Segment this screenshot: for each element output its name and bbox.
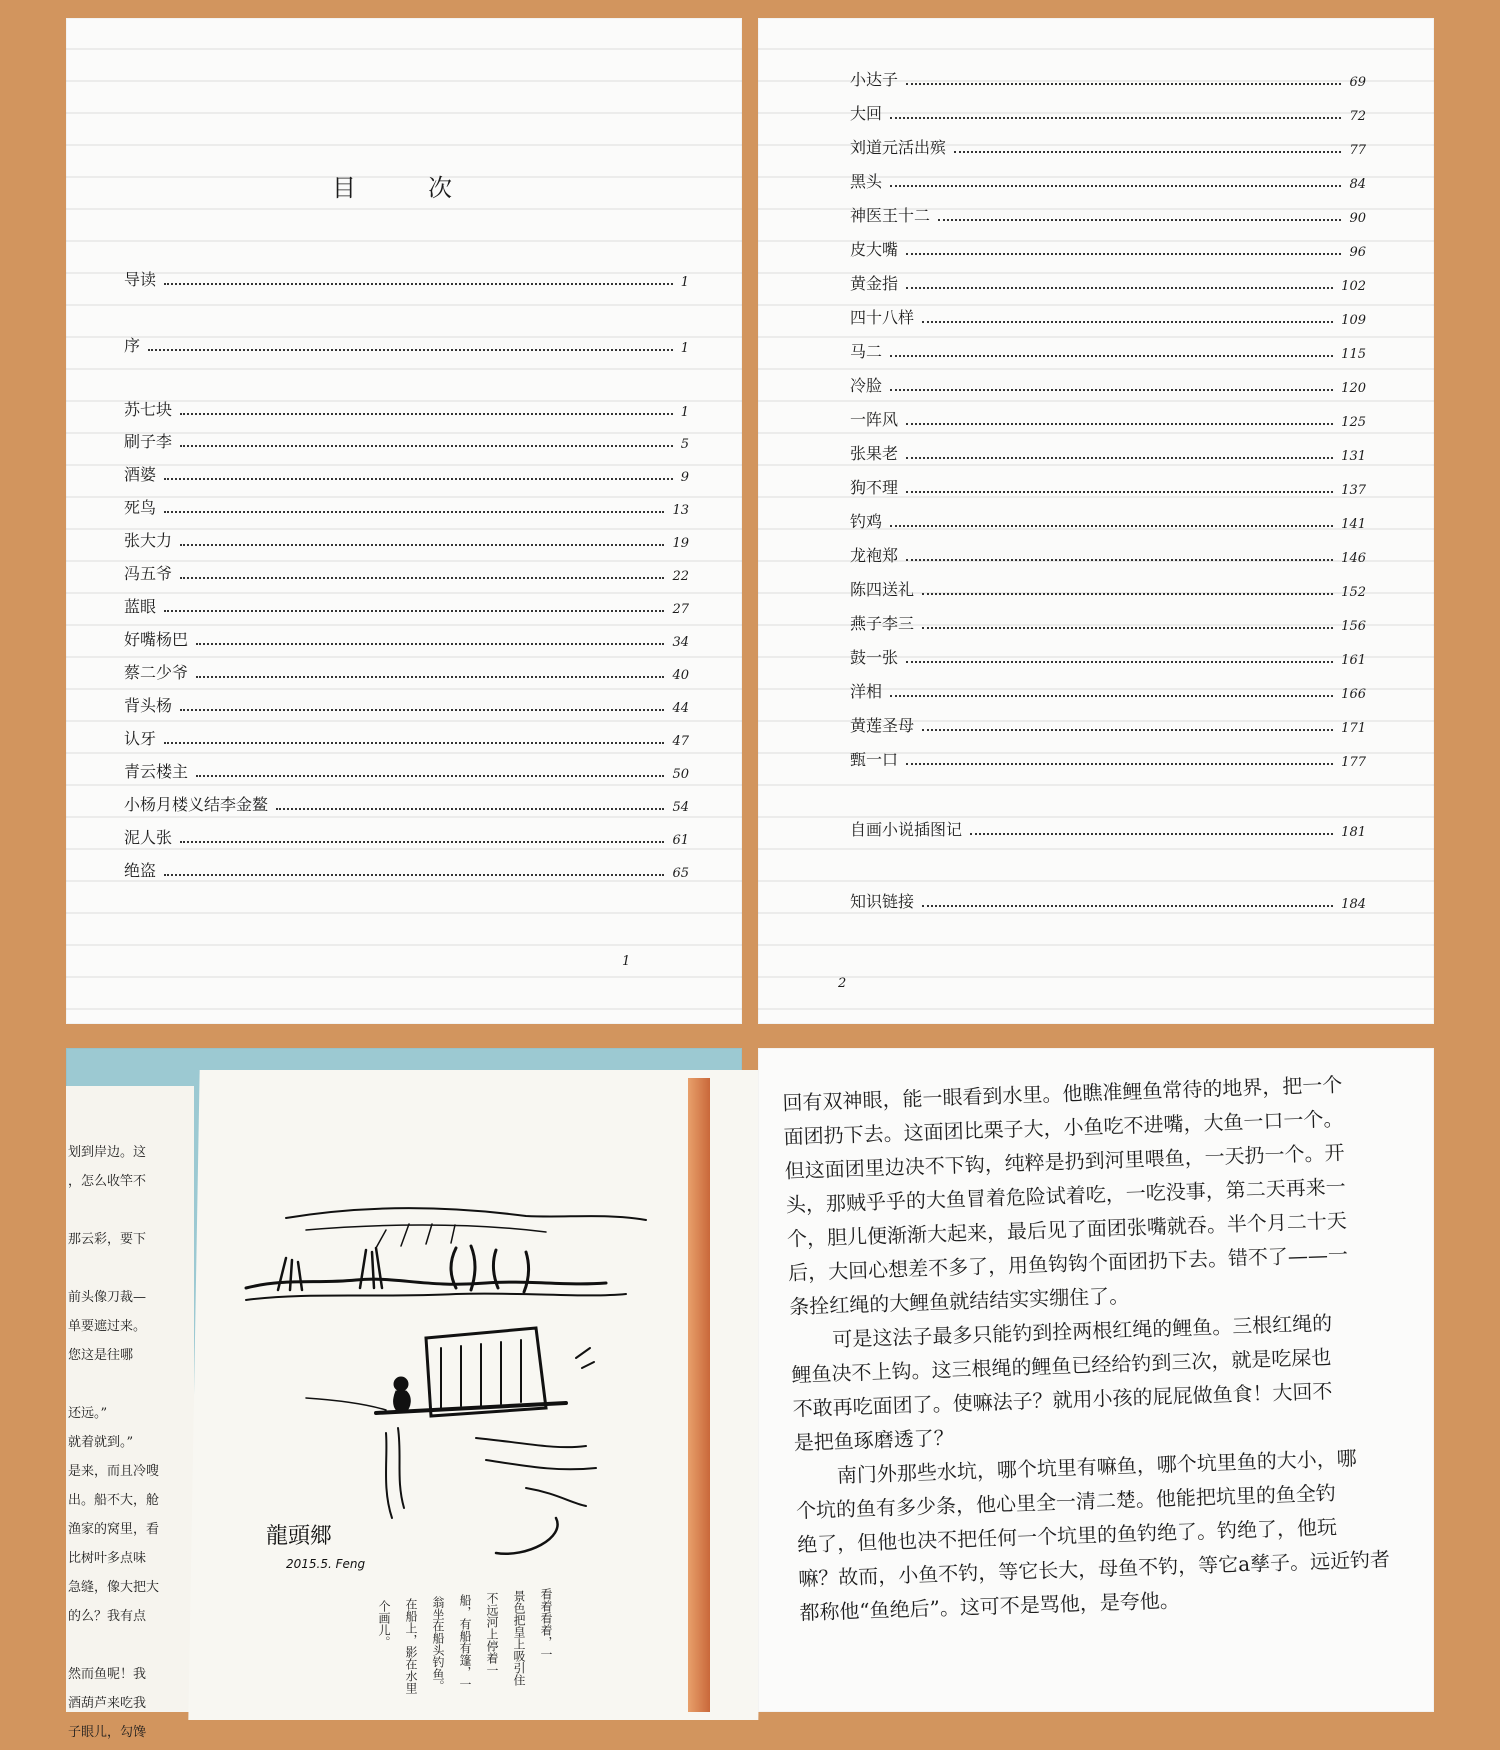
toc-leader-dots — [906, 559, 1333, 561]
toc-entry-title: 苏七块 — [124, 400, 173, 419]
toc-entry-title: 蓝眼 — [124, 597, 157, 616]
toc-entry — [124, 461, 689, 485]
toc-entry-title: 知识链接 — [850, 892, 915, 911]
caption-column: 个画儿。 — [377, 1600, 391, 1648]
toc-leader-dots — [890, 695, 1333, 697]
toc-entry — [850, 542, 1366, 566]
toc-title: 目 次 — [332, 174, 476, 202]
toc-entry — [124, 396, 689, 420]
toc-entry-page: 90 — [1349, 211, 1366, 226]
toc-entry — [850, 66, 1366, 90]
toc-entry-page: 177 — [1341, 755, 1366, 770]
page-number: 2 — [838, 976, 847, 991]
toc-entry-page: 65 — [672, 866, 689, 881]
page-number: 1 — [622, 954, 631, 969]
toc-entry-page: 161 — [1341, 653, 1366, 668]
toc-leader-dots — [164, 742, 664, 744]
toc-entry — [850, 712, 1366, 736]
toc-entry-page: 19 — [672, 536, 689, 551]
toc-entry-page: 54 — [672, 800, 689, 815]
toc-entry-title: 背头杨 — [124, 696, 173, 715]
toc-leader-dots — [922, 729, 1333, 731]
toc-entry — [124, 857, 689, 881]
toc-leader-dots — [180, 841, 664, 843]
text-line: 条拴红绳的大鲤鱼就结结实实绷住了。 — [788, 1283, 1130, 1319]
toc-leader-dots — [906, 83, 1341, 85]
text-line: 都称他“鱼绝后”。这可不是骂他，是夸他。 — [799, 1588, 1181, 1625]
toc-entry-title: 陈四送礼 — [850, 580, 915, 599]
body-text — [782, 1065, 1440, 1630]
toc-entry-page: 109 — [1341, 313, 1366, 328]
toc-entry-title: 大回 — [850, 104, 883, 123]
toc-entry-title: 小杨月楼义结李金鳌 — [124, 795, 269, 814]
toc-entry-page: 27 — [672, 602, 689, 617]
toc-entry-page: 9 — [680, 470, 689, 485]
toc-entry-page: 1 — [680, 341, 689, 356]
toc-entry — [850, 270, 1366, 294]
toc-leader-dots — [890, 389, 1333, 391]
toc-leader-dots — [922, 905, 1333, 907]
toc-entry — [124, 527, 689, 551]
toc-leader-dots — [276, 808, 664, 810]
left-page-line: ，怎么收竿不 — [68, 1174, 147, 1189]
toc-entry — [850, 372, 1366, 396]
toc-entry — [850, 134, 1366, 158]
toc-leader-dots — [196, 643, 664, 645]
toc-leader-dots — [196, 676, 664, 678]
toc-entry — [124, 332, 689, 356]
toc-entry — [124, 560, 689, 584]
toc-entry — [850, 576, 1366, 600]
toc-leader-dots — [164, 283, 673, 285]
toc-leader-dots — [970, 833, 1333, 835]
toc-entry — [850, 474, 1366, 498]
left-page-text — [68, 1138, 188, 1747]
toc-entry-title: 蔡二少爷 — [124, 663, 189, 682]
toc-entry — [850, 236, 1366, 260]
toc-entry-title: 鼓一张 — [850, 648, 899, 667]
toc-entry-title: 钓鸡 — [850, 512, 883, 531]
left-page-line — [68, 1196, 188, 1225]
toc-leader-dots — [180, 544, 664, 546]
sketch-signature: 龍頭郷 — [266, 1524, 333, 1549]
text-line: 可是这法子最多只能钓到拴两根红绳的鲤鱼。三根红绳的 — [832, 1310, 1333, 1352]
toc-entry-title: 冯五爷 — [124, 564, 173, 583]
toc-leader-dots — [906, 763, 1333, 765]
toc-leader-dots — [906, 423, 1333, 425]
toc-entry-title: 黑头 — [850, 172, 883, 191]
left-page-line: 前头像刀裁— — [68, 1290, 147, 1305]
toc-entry — [124, 428, 689, 452]
toc-entry-page: 156 — [1341, 619, 1366, 634]
toc-leader-dots — [890, 525, 1333, 527]
toc-entry — [850, 888, 1366, 912]
toc-leader-dots — [148, 349, 673, 351]
toc-entry-page: 96 — [1349, 245, 1366, 260]
toc-entry-title: 燕子李三 — [850, 614, 915, 633]
toc-entry — [850, 610, 1366, 634]
toc-entry — [850, 816, 1366, 840]
left-page-line: 比树叶多点味 — [68, 1551, 147, 1566]
toc-entry-title: 好嘴杨巴 — [124, 630, 189, 649]
toc-entry-page: 69 — [1349, 75, 1366, 90]
toc-leader-dots — [954, 151, 1341, 153]
toc-entry-page: 1 — [680, 405, 689, 420]
toc-entry-title: 小达子 — [850, 70, 899, 89]
toc-entry-page: 146 — [1341, 551, 1366, 566]
caption-column: 不远河上停着一 — [485, 1592, 499, 1676]
toc-entry-page: 120 — [1341, 381, 1366, 396]
book-photo — [66, 1048, 742, 1740]
toc-entry-page: 115 — [1341, 347, 1366, 362]
toc-entry — [124, 494, 689, 518]
toc-entry — [850, 168, 1366, 192]
toc-entry-title: 青云楼主 — [124, 762, 189, 781]
text-line: 南门外那些水坑，哪个坑里有嘛鱼，哪个坑里鱼的大小，哪 — [836, 1446, 1358, 1488]
toc-entry-title: 狗不理 — [850, 478, 899, 497]
toc-entry-page: 40 — [672, 668, 689, 683]
toc-leader-dots — [938, 219, 1341, 221]
toc-leader-dots — [922, 593, 1333, 595]
toc-entry — [850, 644, 1366, 668]
toc-entry-page: 44 — [672, 701, 689, 716]
toc-leader-dots — [890, 355, 1333, 357]
toc-entry-page: 137 — [1341, 483, 1366, 498]
toc-entry-title: 神医王十二 — [850, 206, 931, 225]
caption-column: 看着看着，一 — [539, 1588, 553, 1660]
left-page-line: 是来，而且冷嗖 — [68, 1464, 160, 1479]
toc-entry — [124, 659, 689, 683]
toc-entry-title: 黄金指 — [850, 274, 899, 293]
toc-entry-page: 102 — [1341, 279, 1366, 294]
toc-entry-page: 5 — [680, 437, 689, 452]
toc-leader-dots — [906, 287, 1333, 289]
left-page-line: 出。船不大，舱 — [68, 1493, 160, 1508]
toc-entry-page: 72 — [1349, 109, 1366, 124]
toc-entry-title: 序 — [124, 336, 141, 355]
toc-leader-dots — [164, 478, 673, 480]
toc-entry-title: 刘道元活出殡 — [850, 138, 947, 157]
toc-entry-title: 绝盗 — [124, 861, 157, 880]
left-page-line: 急缝，像大把大 — [68, 1580, 160, 1595]
left-page-line: 就着就到。” — [68, 1435, 134, 1450]
caption-column: 景色把皇上吸引住 — [512, 1590, 526, 1686]
toc-leader-dots — [890, 117, 1341, 119]
left-page-line — [68, 1370, 188, 1399]
toc-entry — [850, 406, 1366, 430]
toc-entry-title: 一阵风 — [850, 410, 899, 429]
toc-entry-title: 甄一口 — [850, 750, 899, 769]
toc-entry — [124, 758, 689, 782]
toc-entry-title: 张果老 — [850, 444, 899, 463]
toc-leader-dots — [164, 874, 664, 876]
toc-entry-page: 125 — [1341, 415, 1366, 430]
text-line: 绝了，但他也决不把任何一个坑里的鱼钓绝了。钓绝了，他玩 — [796, 1514, 1338, 1557]
toc-entry — [850, 100, 1366, 124]
toc-leader-dots — [180, 709, 664, 711]
toc-entry — [850, 304, 1366, 328]
toc-entry — [850, 440, 1366, 464]
left-page-line — [68, 1254, 188, 1283]
toc-leader-dots — [906, 491, 1333, 493]
toc-entry-page: 1 — [680, 275, 689, 290]
toc-entry — [850, 678, 1366, 702]
toc-entry — [124, 626, 689, 650]
left-page-line: 酒葫芦来吃我 — [68, 1696, 147, 1711]
text-page — [758, 1048, 1434, 1712]
left-page-line: 还远。” — [68, 1406, 108, 1421]
toc-entry-title: 皮大嘴 — [850, 240, 899, 259]
toc-leader-dots — [922, 627, 1333, 629]
left-page-line: 的么？我有点 — [68, 1609, 147, 1624]
toc-entry-title: 张大力 — [124, 531, 173, 550]
toc-leader-dots — [906, 253, 1341, 255]
toc-leader-dots — [906, 457, 1333, 459]
text-line: 回有双神眼，能一眼看到水里。他瞧准鲤鱼常待的地界，把一个 — [782, 1072, 1343, 1115]
toc-entry-title: 黄莲圣母 — [850, 716, 915, 735]
toc-leader-dots — [922, 321, 1333, 323]
toc-entry-title: 刷子李 — [124, 432, 173, 451]
text-line: 但这面团里边决不下钩，纯粹是扔到河里喂鱼，一天扔一个。开 — [784, 1140, 1345, 1183]
left-page-line: 单要遮过来。 — [68, 1319, 147, 1334]
toc-leader-dots — [906, 661, 1333, 663]
left-page-line: 那云彩，要下 — [68, 1232, 147, 1247]
text-line: 个坑的鱼有多少条，他心里全一清二楚。他能把坑里的鱼全钓 — [795, 1480, 1337, 1523]
toc-entry-page: 131 — [1341, 449, 1366, 464]
toc-leader-dots — [196, 775, 664, 777]
toc-entry-title: 自画小说插图记 — [850, 820, 963, 839]
caption-column: 在船上，影在水里 — [404, 1598, 418, 1694]
caption-column: 船，有船有篷，一 — [458, 1594, 472, 1690]
toc-entry-page: 13 — [672, 503, 689, 518]
toc-entry — [124, 593, 689, 617]
toc-entry-title: 马二 — [850, 342, 883, 361]
toc-entry-title: 死鸟 — [124, 498, 157, 517]
text-line: 嘛？故而，小鱼不钓，等它长大，母鱼不钓，等它a孳子。远近钓者 — [797, 1547, 1391, 1591]
toc-entry-page: 152 — [1341, 585, 1366, 600]
toc-entry — [124, 266, 689, 290]
text-line: 后，大回心想差不多了，用鱼钩钩个面团扔下去。错不了——一 — [787, 1242, 1349, 1285]
toc-entry-page: 61 — [672, 833, 689, 848]
text-line: 面团扔下去。这面团比栗子大，小鱼吃不进嘴，大鱼一口一个。 — [783, 1106, 1344, 1149]
left-page-line: 您这是往哪 — [68, 1348, 134, 1363]
toc-leader-dots — [180, 445, 673, 447]
text-line: 不敢再吃面团了。使嘛法子？就用小孩的屁屁做鱼食！大回不 — [792, 1378, 1333, 1421]
toc-entry — [124, 824, 689, 848]
toc-entry-page: 50 — [672, 767, 689, 782]
toc-leader-dots — [164, 610, 664, 612]
toc-entry — [124, 725, 689, 749]
toc-entry-page: 84 — [1349, 177, 1366, 192]
toc-entry-page: 22 — [672, 569, 689, 584]
left-page-line: 子眼儿，勾馋 — [68, 1725, 147, 1740]
toc-entry-page: 166 — [1341, 687, 1366, 702]
toc-entry — [124, 692, 689, 716]
sketch-date: 2015.5. Feng — [286, 1557, 366, 1571]
toc-leader-dots — [164, 511, 664, 513]
toc-entry-title: 洋相 — [850, 682, 883, 701]
toc-entry-page: 184 — [1341, 897, 1366, 912]
toc-entry-page: 171 — [1341, 721, 1366, 736]
caption-column: 翁坐在船头钓鱼。 — [431, 1596, 445, 1692]
text-line: 个，胆儿便渐渐大起来，最后见了面团张嘴就吞。半个月二十天 — [786, 1208, 1348, 1251]
toc-entry-title: 龙袍郑 — [850, 546, 899, 565]
toc-entry — [124, 791, 689, 815]
toc-page-1 — [66, 18, 742, 1024]
toc-entry-page: 34 — [672, 635, 689, 650]
toc-entry-page: 141 — [1341, 517, 1366, 532]
toc-entry-page: 77 — [1349, 143, 1366, 158]
left-page-line: 然而鱼呢！我 — [68, 1667, 147, 1682]
toc-entry-page: 47 — [672, 734, 689, 749]
toc-entry-title: 导读 — [124, 270, 157, 289]
text-line: 头，那贼乎乎的大鱼冒着危险试着吃，一吃没事，第二天再来一 — [785, 1174, 1347, 1217]
toc-entry-page: 181 — [1341, 825, 1366, 840]
toc-entry-title: 认牙 — [124, 729, 157, 748]
toc-entry — [850, 202, 1366, 226]
toc-page-2 — [758, 18, 1434, 1024]
toc-leader-dots — [890, 185, 1341, 187]
toc-entry — [850, 508, 1366, 532]
toc-entry — [850, 746, 1366, 770]
ink-sketch-illustration — [226, 1188, 696, 1608]
toc-entry-title: 酒婆 — [124, 465, 157, 484]
toc-entry-title: 四十八样 — [850, 308, 915, 327]
text-line: 鲤鱼决不上钩。这三根绳的鲤鱼已经给钓到三次，就是吃屎也 — [791, 1344, 1332, 1387]
left-page-line: 划到岸边。这 — [68, 1145, 147, 1160]
toc-leader-dots — [180, 413, 673, 415]
left-page-line: 渔家的窝里，看 — [68, 1522, 160, 1537]
toc-entry-title: 冷脸 — [850, 376, 883, 395]
text-line: 是把鱼琢磨透了？ — [793, 1425, 955, 1455]
left-page-line — [68, 1631, 188, 1660]
toc-leader-dots — [180, 577, 664, 579]
toc-entry-title: 泥人张 — [124, 828, 173, 847]
toc-entry — [850, 338, 1366, 362]
